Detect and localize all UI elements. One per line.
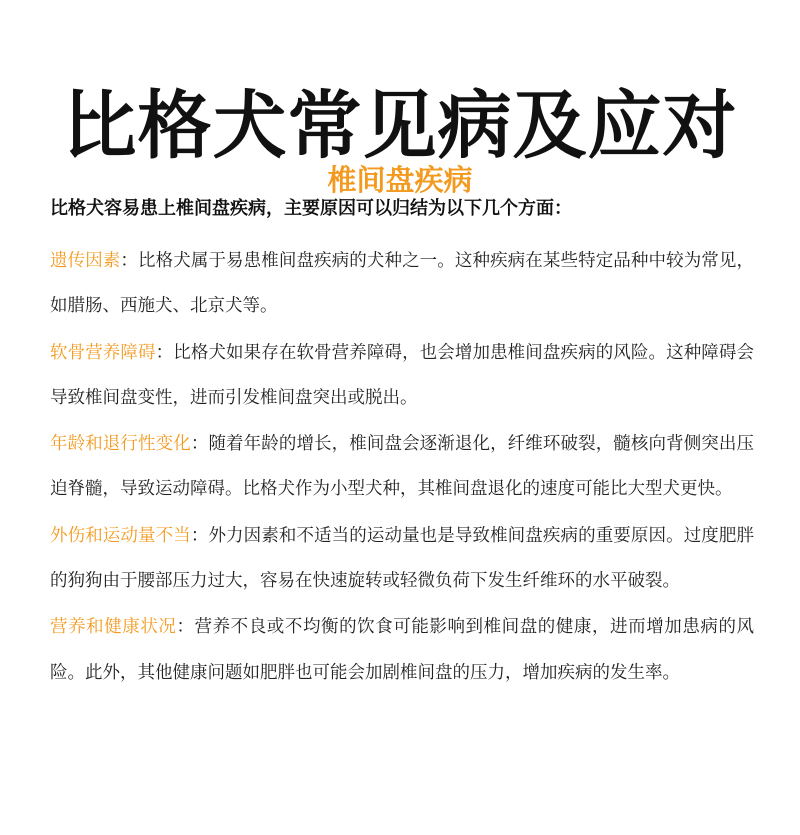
cause-term: 营养和健康状况 [50, 617, 177, 638]
intro-text: 比格犬容易患上椎间盘疾病，主要原因可以归结为以下几个方面： [50, 198, 572, 219]
cause-term: 年龄和退行性变化 [50, 434, 191, 455]
cause-separator: ： [120, 251, 139, 271]
cause-term: 软骨营养障碍 [50, 342, 156, 363]
cause-description: 比格犬属于易患椎间盘疾病的犬种之一。这种疾病在某些特定品种中较为常见，如腊肠、西施犬、北京犬等。 [50, 251, 755, 317]
cause-description: 随着年龄的增长，椎间盘会逐渐退化，纤维环破裂，髓核向背侧突出压迫脊髓，导致运动障碍。比格犬作为小型犬种，其椎间盘退化的速度可能比大型犬更快。 [50, 434, 755, 500]
cause-separator: ： [190, 434, 209, 455]
cause-description: 营养不良或不均衡的饮食可能影响到椎间盘的健康，进而增加患病的风险。此外，其他健康问题如肥胖也可能会加剧椎间盘的压力，增加疾病的发生率。 [50, 617, 755, 683]
cause-term: 外伤和运动量不当 [50, 525, 191, 546]
cause-description: 比格犬如果存在软骨营养障碍，也会增加患椎间盘疾病的风险。这种障碍会导致椎间盘变性，进而引发椎间盘突出或脱出。 [50, 342, 755, 408]
page-title: 比格犬常见病及应对 [62, 82, 738, 169]
cause-list [50, 239, 754, 697]
cause-age [50, 422, 754, 513]
cause-genetic [50, 239, 754, 330]
cause-separator: ： [176, 617, 195, 638]
cause-description: 外力因素和不适当的运动量也是导致椎间盘疾病的重要原因。过度肥胖的狗狗由于腰部压力过大，容易在快速旋转或轻微负荷下发生纤维环的水平破裂。 [50, 525, 755, 592]
cause-nutrition [50, 605, 754, 696]
cause-separator: ： [190, 525, 209, 546]
cause-term: 遗传因素 [50, 251, 121, 271]
cause-cartilage [50, 331, 754, 422]
cause-injury [50, 514, 754, 605]
section-heading: 椎间盘疾病 [327, 163, 473, 198]
cause-separator: ： [155, 342, 174, 363]
